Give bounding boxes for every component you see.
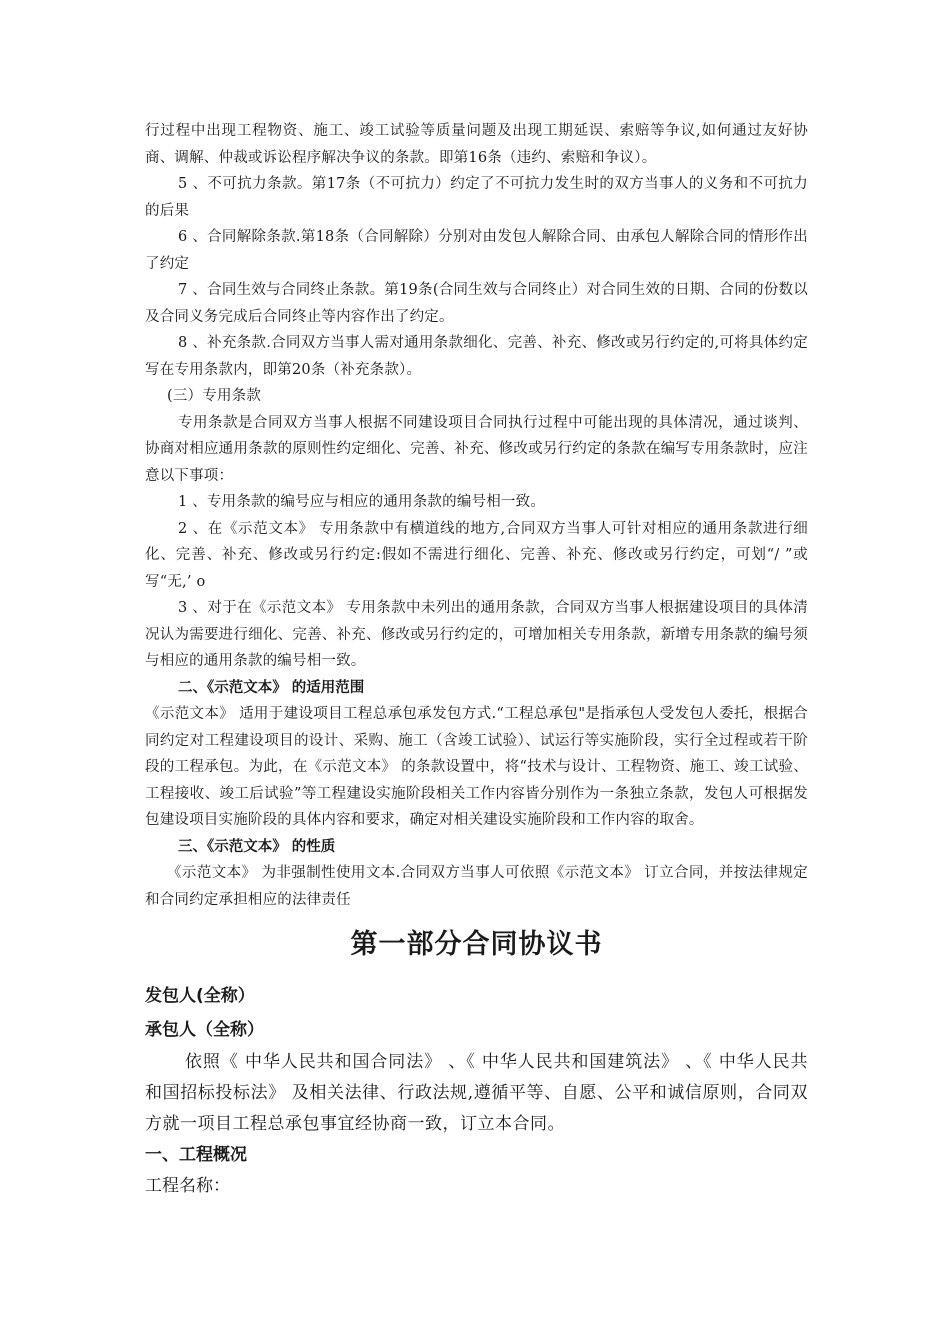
scope-body: 《示范文本》 适用于建设项目工程总承包承发包方式.“工程总承包"是指承包人受发包人委托，根据合同约定对工程建设项目的设计、采购、施工（含竣工试验）、试运行等实施阶段，实行全过程或若干阶段的工程承包。为此，在《示范文本》 的条款设置中，将“技术与设计、工程物资、施工、竣工试验、工程接收、竣工后试验”等工程建设实施阶段相关工作内容皆分别作为一条独立条款，发包人可根据发包建设项目实施阶段的具体内容和要求，确定对相关建设实施阶段和工作内容的取舍。 — [145, 706, 808, 828]
document-page — [145, 118, 808, 1202]
project-name-label: 工程名称： — [145, 1176, 230, 1196]
article-heading-project-overview: 一、工程概况 — [145, 1145, 247, 1165]
part-title: 第一部分合同协议书 — [350, 929, 603, 960]
agreement-preamble: 依照《 中华人民共和国合同法》 、《 中华人民共和国建筑法》 、《 中华人民共和国招标投标法》 及相关法律、行政法规,遵循平等、自愿、公平和诚信原则，合同双方就一项目工程总承包事宜经协商一致，订立本合同。 — [145, 1052, 808, 1134]
nature-body: 《示范文本》 为非强制性使用文本.合同双方当事人可依照《示范文本》 订立合同，并按法律规定和合同约定承担相应的法律责任 — [145, 865, 808, 908]
section-heading-nature: 三、《示范文本》 的性质 — [178, 838, 336, 855]
contractor-label: 承包人（全称） — [145, 1020, 264, 1040]
subsection-heading-special-clauses: (三）专用条款 — [167, 388, 262, 404]
employer-label: 发包人(全称） — [145, 986, 255, 1006]
note-item-3: 3 、对于在《示范文本》 专用条款中未列出的通用条款，合同双方当事人根据建设项目的具体清况认为需要进行细化、完善、补充、修改或另行约定的，可增加相关专用条款，新增专用条款的编号须与相应的通用条款的编号相一致。 — [145, 600, 808, 669]
clause-item-7: 7 、合同生效与合同终止条款。第19条(合同生效与合同终止）对合同生效的日期、合同的份数以及合同义务完成后合同终止等内容作出了约定。 — [145, 282, 808, 325]
clause-item-8: 8 、补充条款.合同双方当事人需对通用条款细化、完善、补充、修改或另行约定的,可将具体约定写在专用条款内，即第20条（补充条款）。 — [145, 335, 808, 378]
section-heading-scope: 二、《示范文本》 的适用范围 — [178, 679, 365, 696]
clause-item-6: 6 、合同解除条款.第18条（合同解除）分别对由发包人解除合同、由承包人解除合同的情形作出了约定 — [145, 229, 808, 272]
paragraph-continued: 行过程中出现工程物资、施工、竣工试验等质量问题及出现工期延误、索赔等争议,如何通过友好协商、调解、仲裁或诉讼程序解决争议的条款。即第16条（违约、索赔和争议）。 — [145, 123, 808, 166]
special-clauses-intro: 专用条款是合同双方当事人根据不同建设项目合同执行过程中可能出现的具体清况，通过谈判、协商对相应通用条款的原则性约定细化、完善、补充、修改或另行约定的条款在编写专用条款时，应注意以下事项： — [145, 414, 808, 484]
note-item-2: 2 、在《示范文本》 专用条款中有横道线的地方,合同双方当事人可针对相应的通用条款进行细化、完善、补充、修改或另行约定:假如不需进行细化、完善、补充、修改或另行约定，可划“/ ”或写“无,’ o — [145, 520, 808, 590]
note-item-1: 1 、专用条款的编号应与相应的通用条款的编号相一致。 — [178, 494, 546, 510]
clause-item-5: 5 、不可抗力条款。第17条（不可抗力）约定了不可抗力发生时的双方当事人的义务和不可抗力的后果 — [145, 176, 808, 219]
